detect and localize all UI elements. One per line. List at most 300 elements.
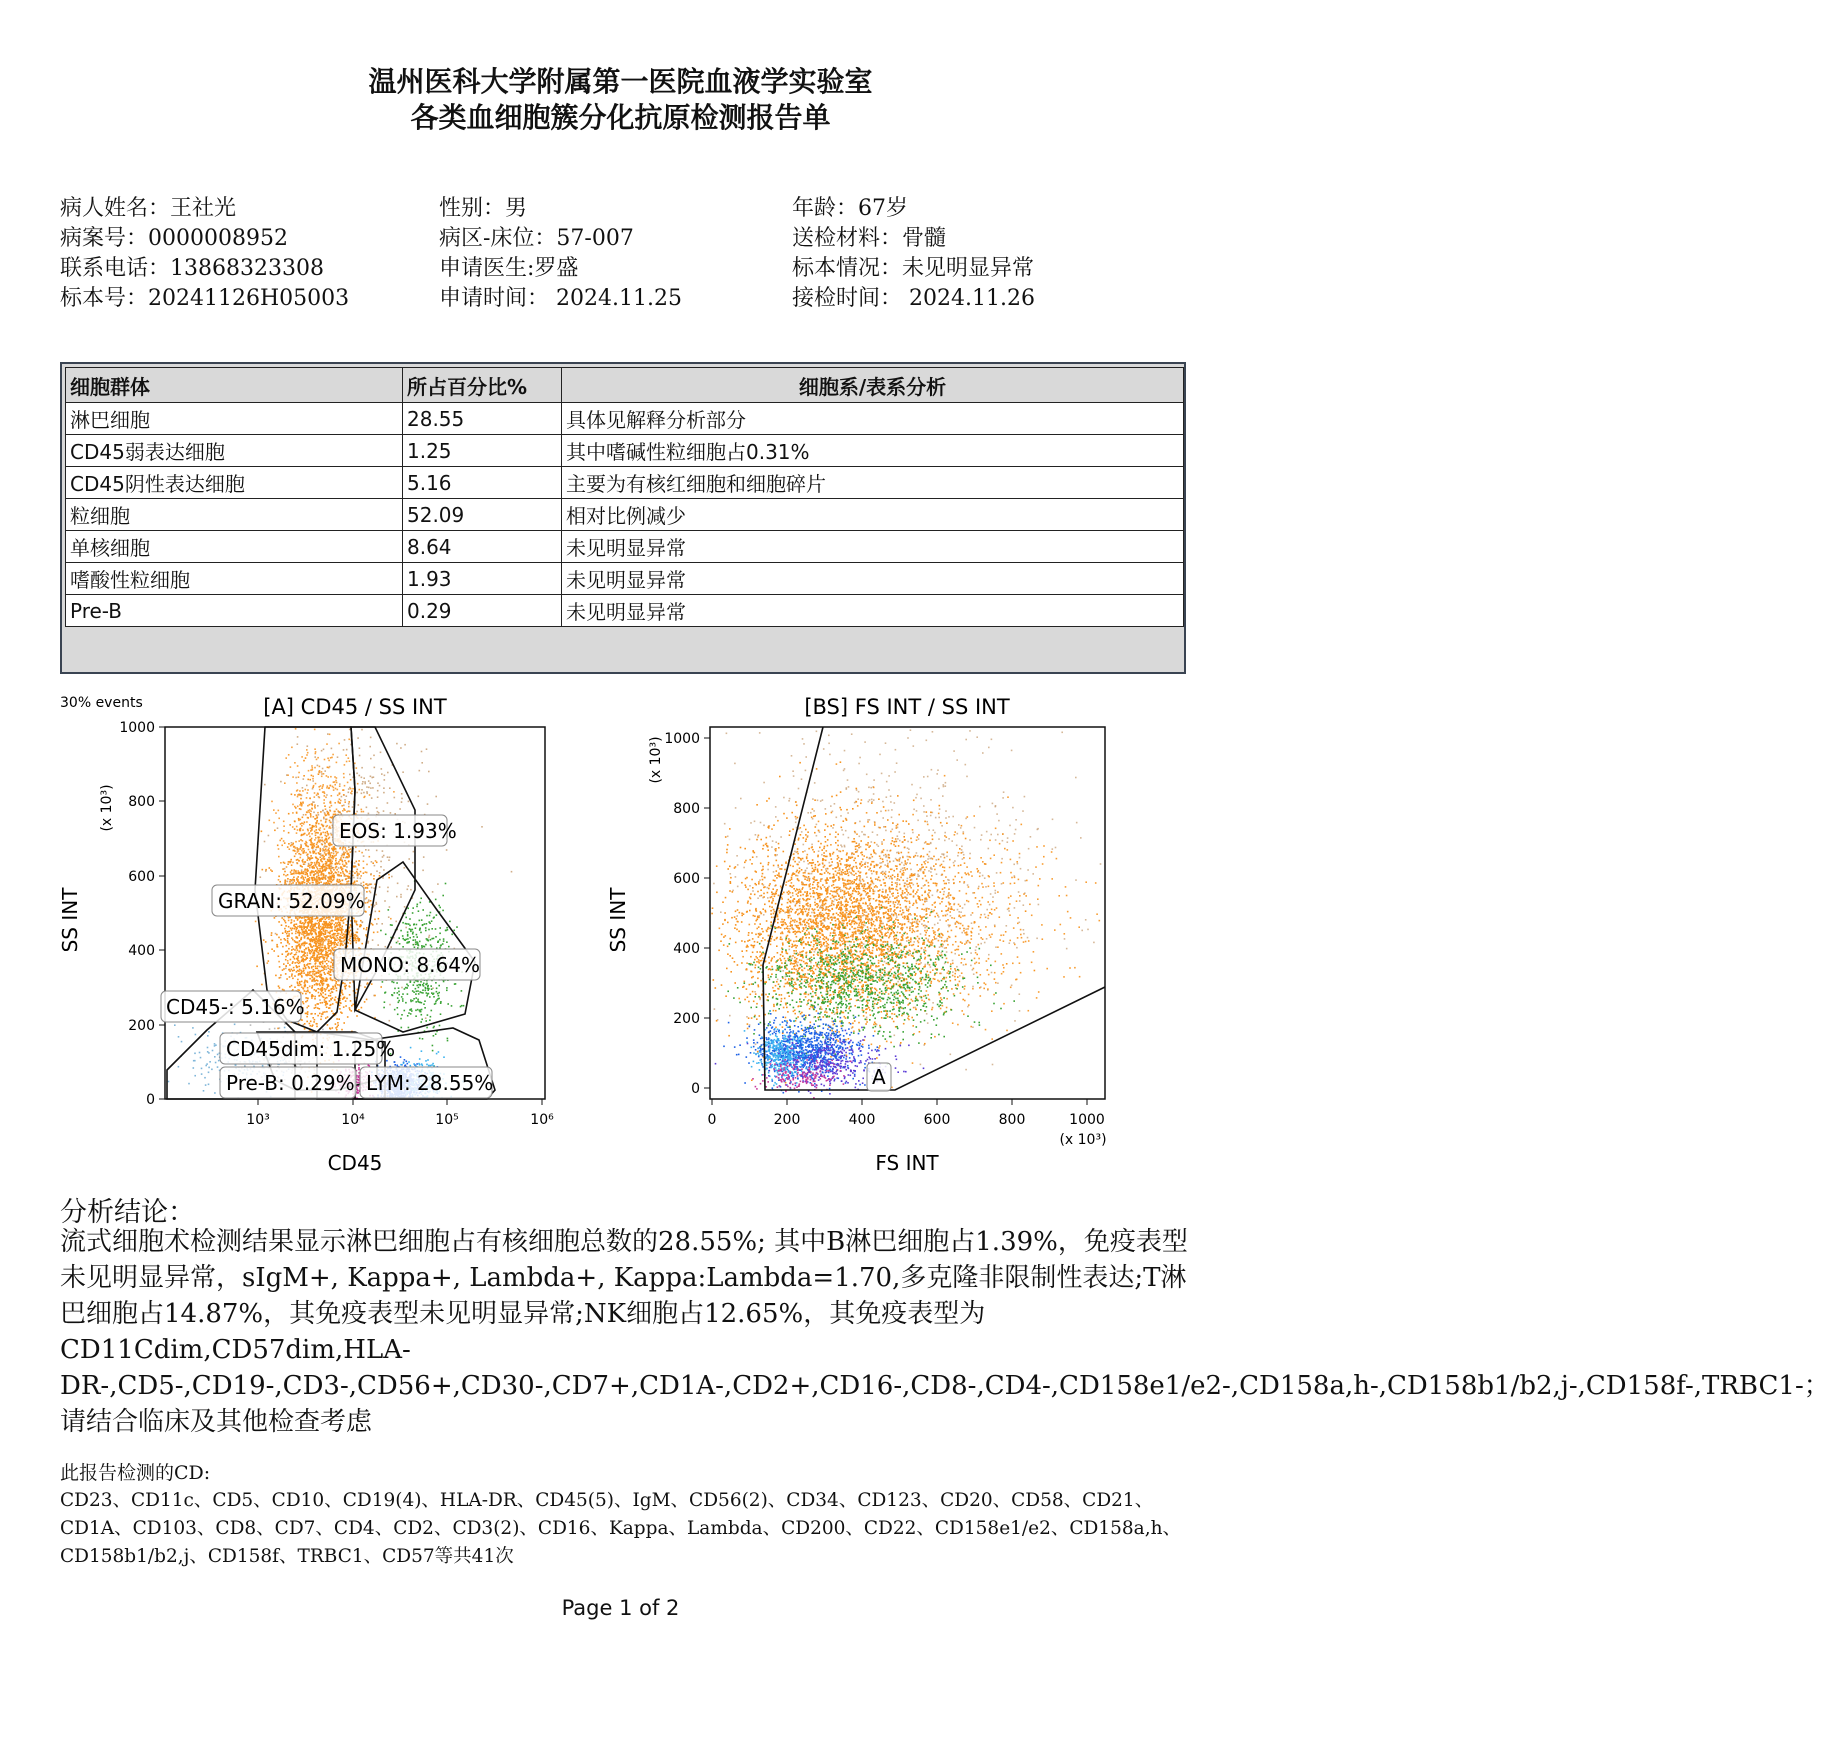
scatter-dot: [296, 941, 298, 943]
scatter-dot: [337, 789, 339, 791]
scatter-dot: [311, 923, 313, 925]
scatter-dot: [419, 920, 421, 922]
scatter-dot: [309, 824, 311, 826]
scatter-dot: [315, 783, 317, 785]
scatter-dot: [342, 944, 344, 946]
scatter-dot: [295, 931, 297, 933]
scatter-dot: [310, 855, 312, 857]
scatter-dot: [336, 880, 338, 882]
scatter-dot: [416, 936, 418, 938]
scatter-dot: [329, 873, 331, 875]
scatter-dot: [371, 983, 373, 985]
scatter-dot: [311, 920, 313, 922]
scatter-dot: [291, 794, 293, 796]
scatter-dot: [307, 972, 309, 974]
scatter-dot: [359, 775, 361, 777]
scatter-dot: [361, 809, 363, 811]
table-row: [66, 403, 1184, 435]
scatter-dot: [415, 939, 417, 941]
scatter-dot: [327, 832, 329, 834]
scatter-dot: [316, 844, 318, 846]
scatter-dot: [325, 848, 327, 850]
scatter-dot: [304, 941, 306, 943]
scatter-dot: [280, 862, 282, 864]
scatter-dot: [312, 805, 314, 807]
scatter-dot: [414, 946, 416, 948]
scatter-dot: [335, 986, 337, 988]
scatter-dot: [322, 1002, 324, 1004]
scatter-dot: [290, 928, 292, 930]
scatter-dot: [323, 934, 325, 936]
scatter-dot: [326, 987, 328, 989]
scatter-dot: [357, 924, 359, 926]
scatter-dot: [330, 868, 332, 870]
scatter-dot: [303, 927, 305, 929]
scatter-dot: [356, 921, 358, 923]
scatter-dot: [281, 917, 283, 919]
scatter-dot: [290, 959, 292, 961]
scatter-dot: [352, 883, 354, 885]
cell-population: CD45阴性表达细胞: [66, 467, 403, 499]
scatter-dot: [188, 1083, 190, 1085]
scatter-dot: [367, 885, 369, 887]
scatter-dot: [330, 958, 332, 960]
scatter-dot: [316, 829, 318, 831]
scatter-dot: [338, 1018, 340, 1020]
scatter-dot: [296, 945, 298, 947]
scatter-dot: [313, 816, 315, 818]
scatter-dot: [394, 992, 396, 994]
scatter-dot: [319, 868, 321, 870]
scatter-dot: [307, 1011, 309, 1013]
scatter-dot: [354, 921, 356, 923]
cell-population: CD45弱表达细胞: [66, 435, 403, 467]
scatter-dot: [423, 856, 425, 858]
scatter-dot: [376, 862, 378, 864]
cell-analysis: 具体见解释分析部分: [562, 403, 1184, 435]
scatter-dot: [326, 850, 328, 852]
scatter-dot: [313, 875, 315, 877]
scatter-dot: [390, 918, 392, 920]
scatter-dot: [300, 839, 302, 841]
scatter-dot: [310, 842, 312, 844]
scatter-dot: [347, 852, 349, 854]
scatter-dot: [434, 1003, 436, 1005]
scatter-dot: [280, 939, 282, 941]
scatter-dot: [303, 968, 305, 970]
scatter-dot: [313, 867, 315, 869]
scatter-dot: [214, 1092, 216, 1094]
scatter-dot: [409, 937, 411, 939]
scatter-dot: [423, 946, 425, 948]
scatter-dot: [287, 846, 289, 848]
scatter-dot: [387, 802, 389, 804]
scatter-dot: [350, 943, 352, 945]
scatter-dot: [326, 930, 328, 932]
scatter-dot: [328, 848, 330, 850]
scatter-dot: [287, 942, 289, 944]
scatter-dot: [319, 789, 321, 791]
scatter-dot: [410, 1001, 412, 1003]
header-cell-percent: 所占百分比%: [403, 368, 562, 403]
scatter-dot: [311, 1025, 313, 1027]
scatter-dot: [324, 980, 326, 982]
scatter-dot: [285, 951, 287, 953]
scatter-dot: [382, 856, 384, 858]
scatter-dot: [346, 761, 348, 763]
scatter-dot: [328, 827, 330, 829]
scatter-dot: [326, 1011, 328, 1013]
scatter-dot: [314, 796, 316, 798]
scatter-dot: [371, 861, 373, 863]
scatter-dot: [289, 943, 291, 945]
scatter-dot: [310, 953, 312, 955]
scatter-dot: [337, 937, 339, 939]
scatter-dot: [461, 990, 463, 992]
scatter-dot: [307, 990, 309, 992]
scatter-dot: [328, 814, 330, 816]
scatter-dot: [292, 989, 294, 991]
scatter-dot: [311, 862, 313, 864]
scatter-dot: [300, 920, 302, 922]
scatter-dot: [287, 863, 289, 865]
scatter-dot: [193, 1060, 195, 1062]
scatter-dot: [291, 929, 293, 931]
scatter-dot: [291, 933, 293, 935]
scatter-dot: [330, 940, 332, 942]
scatter-dot: [303, 954, 305, 956]
scatter-dot: [312, 767, 314, 769]
scatter-dot: [394, 1009, 396, 1011]
scatter-dot: [370, 787, 372, 789]
scatter-dot: [425, 930, 427, 932]
scatter-dot: [377, 944, 379, 946]
scatter-dot: [399, 808, 401, 810]
scatter-dot: [357, 875, 359, 877]
scatter-dot: [288, 948, 290, 950]
cell-percent: 1.25: [403, 435, 562, 467]
scatter-dot: [336, 762, 338, 764]
scatter-dot: [428, 988, 430, 990]
scatter-dot: [364, 783, 366, 785]
scatter-dot: [311, 827, 313, 829]
scatter-dot: [319, 961, 321, 963]
scatter-dot: [376, 923, 378, 925]
scatter-dot: [324, 805, 326, 807]
scatter-dot: [263, 939, 265, 941]
scatter-dot: [401, 996, 403, 998]
scatter-dot: [408, 801, 410, 803]
scatter-dot: [426, 938, 428, 940]
scatter-dot: [307, 779, 309, 781]
scatter-dot: [299, 917, 301, 919]
scatter-dot: [429, 996, 431, 998]
scatter-dot: [309, 865, 311, 867]
results-table-frame: [60, 362, 1186, 674]
scatter-dot: [329, 802, 331, 804]
scatter-dot: [335, 860, 337, 862]
scatter-dot: [284, 1027, 286, 1029]
scatter-dot: [324, 852, 326, 854]
request-time: 申请时间： 2024.11.25: [439, 286, 682, 311]
scatter-dot: [401, 798, 403, 800]
scatter-dot: [303, 863, 305, 865]
scatter-dot: [407, 1015, 409, 1017]
scatter-dot: [361, 852, 363, 854]
scatter-dot: [324, 990, 326, 992]
scatter-dot: [433, 1035, 435, 1037]
scatter-dot: [323, 875, 325, 877]
scatter-dot: [312, 788, 314, 790]
scatter-dot: [308, 967, 310, 969]
scatter-dot: [451, 1005, 453, 1007]
scatter-dot: [332, 875, 334, 877]
scatter-dot: [349, 729, 351, 731]
scatter-dot: [300, 830, 302, 832]
scatter-dot: [314, 729, 316, 731]
scatter-dot: [335, 983, 337, 985]
scatter-dot: [351, 790, 353, 792]
scatter-dot: [270, 869, 272, 871]
scatter-dot: [379, 872, 381, 874]
scatter-dot: [363, 797, 365, 799]
scatter-dot: [341, 932, 343, 934]
receive-time: 接检时间： 2024.11.26: [792, 286, 1035, 311]
scatter-dot: [331, 962, 333, 964]
scatter-dot: [306, 1021, 308, 1023]
scatter-dot: [340, 918, 342, 920]
scatter-dot: [260, 876, 262, 878]
scatter-dot: [311, 829, 313, 831]
scatter-dot: [316, 979, 318, 981]
scatter-dot: [416, 934, 418, 936]
scatter-dot: [307, 870, 309, 872]
scatter-dot: [308, 878, 310, 880]
scatter-dot: [323, 791, 325, 793]
scatter-dot: [293, 920, 295, 922]
scatter-dot: [354, 872, 356, 874]
scatter-dot: [215, 1044, 217, 1046]
scatter-dot: [321, 978, 323, 980]
scatter-dot: [300, 809, 302, 811]
scatter-dot: [328, 865, 330, 867]
case-number: 病案号：0000008952: [60, 226, 288, 251]
scatter-dot: [414, 982, 416, 984]
scatter-dot: [423, 1003, 425, 1005]
scatter-dot: [315, 837, 317, 839]
scatter-dot: [286, 945, 288, 947]
scatter-dot: [317, 805, 319, 807]
scatter-dot: [304, 951, 306, 953]
scatter-dot: [316, 857, 318, 859]
scatter-dot: [397, 997, 399, 999]
scatter-dot: [321, 871, 323, 873]
scatter-dot: [301, 834, 303, 836]
scatter-dot: [217, 1054, 219, 1056]
scatter-dot: [394, 813, 396, 815]
scatter-dot: [289, 881, 291, 883]
scatter-dot: [193, 1067, 195, 1069]
scatter-dot: [205, 1084, 207, 1086]
scatter-dot: [296, 832, 298, 834]
scatter-dot: [301, 875, 303, 877]
scatter-dot: [328, 867, 330, 869]
scatter-dot: [372, 862, 374, 864]
scatter-dot: [307, 859, 309, 861]
scatter-dot: [301, 937, 303, 939]
scatter-dot: [401, 1014, 403, 1016]
scatter-dot: [302, 787, 304, 789]
scatter-dot: [341, 860, 343, 862]
scatter-dot: [308, 810, 310, 812]
scatter-dot: [381, 768, 383, 770]
scatter-dot: [365, 911, 367, 913]
scatter-dot: [422, 984, 424, 986]
scatter-dot: [358, 804, 360, 806]
scatter-dot: [316, 862, 318, 864]
scatter-dot: [314, 984, 316, 986]
scatter-dot: [346, 795, 348, 797]
cell-population: 单核细胞: [66, 531, 403, 563]
scatter-dot: [280, 781, 282, 783]
scatter-dot: [382, 877, 384, 879]
scatter-dot: [297, 956, 299, 958]
scatter-dot: [320, 1002, 322, 1004]
scatter-dot: [303, 775, 305, 777]
scatter-dot: [439, 907, 441, 909]
scatter-dot: [292, 826, 294, 828]
scatter-dot: [300, 823, 302, 825]
scatter-dot: [422, 989, 424, 991]
scatter-dot: [332, 980, 334, 982]
scatter-dot: [306, 1016, 308, 1018]
scatter-dot: [373, 875, 375, 877]
scatter-dot: [357, 869, 359, 871]
scatter-dot: [383, 787, 385, 789]
scatter-dot: [327, 776, 329, 778]
scatter-dot: [320, 874, 322, 876]
scatter-dot: [317, 960, 319, 962]
scatter-dot: [381, 923, 383, 925]
scatter-dot: [291, 883, 293, 885]
scatter-dot: [318, 823, 320, 825]
scatter-dot: [424, 1000, 426, 1002]
scatter-dot: [317, 1015, 319, 1017]
scatter-dot: [295, 933, 297, 935]
scatter-dot: [315, 870, 317, 872]
scatter-dot: [309, 960, 311, 962]
scatter-dot: [407, 889, 409, 891]
cell-analysis: 相对比例减少: [562, 499, 1184, 531]
scatter-dot: [413, 998, 415, 1000]
scatter-dot: [319, 985, 321, 987]
scatter-dot: [265, 941, 267, 943]
scatter-dot: [330, 945, 332, 947]
scatter-dot: [299, 804, 301, 806]
scatter-dot: [323, 749, 325, 751]
scatter-dot: [435, 1001, 437, 1003]
scatter-dot: [410, 931, 412, 933]
scatter-dot: [312, 936, 314, 938]
scatter-dot: [406, 939, 408, 941]
scatter-dot: [362, 783, 364, 785]
scatter-dot: [284, 862, 286, 864]
scatter-dot: [311, 987, 313, 989]
scatter-dot: [307, 987, 309, 989]
scatter-dot: [346, 811, 348, 813]
scatter-dot: [326, 794, 328, 796]
scatter-dot: [332, 963, 334, 965]
scatter-dot: [420, 981, 422, 983]
scatter-dot: [314, 942, 316, 944]
scatter-dot: [322, 869, 324, 871]
scatter-dot: [324, 1001, 326, 1003]
scatter-dot: [447, 1003, 449, 1005]
scatter-dot: [215, 1062, 217, 1064]
scatter-dot: [309, 920, 311, 922]
scatter-dot: [341, 796, 343, 798]
scatter-dot: [334, 784, 336, 786]
scatter-dot: [278, 810, 280, 812]
scatter-dot: [350, 930, 352, 932]
scatter-dot: [330, 931, 332, 933]
scatter-dot: [305, 1001, 307, 1003]
scatter-dot: [398, 937, 400, 939]
scatter-dot: [299, 981, 301, 983]
scatter-dot: [344, 860, 346, 862]
scatter-dot: [298, 930, 300, 932]
scatter-dot: [325, 938, 327, 940]
scatter-dot: [297, 789, 299, 791]
scatter-dot: [339, 879, 341, 881]
scatter-dot: [422, 870, 424, 872]
scatter-dot: [334, 999, 336, 1001]
scatter-dot: [331, 930, 333, 932]
scatter-dot: [328, 950, 330, 952]
scatter-dot: [285, 939, 287, 941]
scatter-dot: [314, 1019, 316, 1021]
scatter-dot: [447, 929, 449, 931]
scatter-dot: [326, 868, 328, 870]
scatter-dot: [323, 941, 325, 943]
scatter-dot: [304, 821, 306, 823]
scatter-dot: [298, 935, 300, 937]
scatter-dot: [379, 886, 381, 888]
scatter-dot: [348, 883, 350, 885]
scatter-dot: [308, 929, 310, 931]
scatter-dot: [300, 877, 302, 879]
scatter-dot: [335, 1023, 337, 1025]
scatter-dot: [331, 988, 333, 990]
table-row: [66, 595, 1184, 627]
scatter-dot: [297, 949, 299, 951]
scatter-dot: [337, 879, 339, 881]
scatter-dot: [320, 933, 322, 935]
scatter-dot: [346, 924, 348, 926]
scatter-dot: [291, 937, 293, 939]
scatter-dot: [332, 986, 334, 988]
scatter-dot: [343, 853, 345, 855]
scatter-dot: [295, 954, 297, 956]
scatter-dot: [315, 958, 317, 960]
scatter-dot: [346, 850, 348, 852]
scatter-dot: [348, 877, 350, 879]
scatter-dot: [297, 984, 299, 986]
scatter-dot: [402, 946, 404, 948]
scatter-dot: [389, 787, 391, 789]
scatter-dot: [320, 811, 322, 813]
scatter-dot: [345, 849, 347, 851]
